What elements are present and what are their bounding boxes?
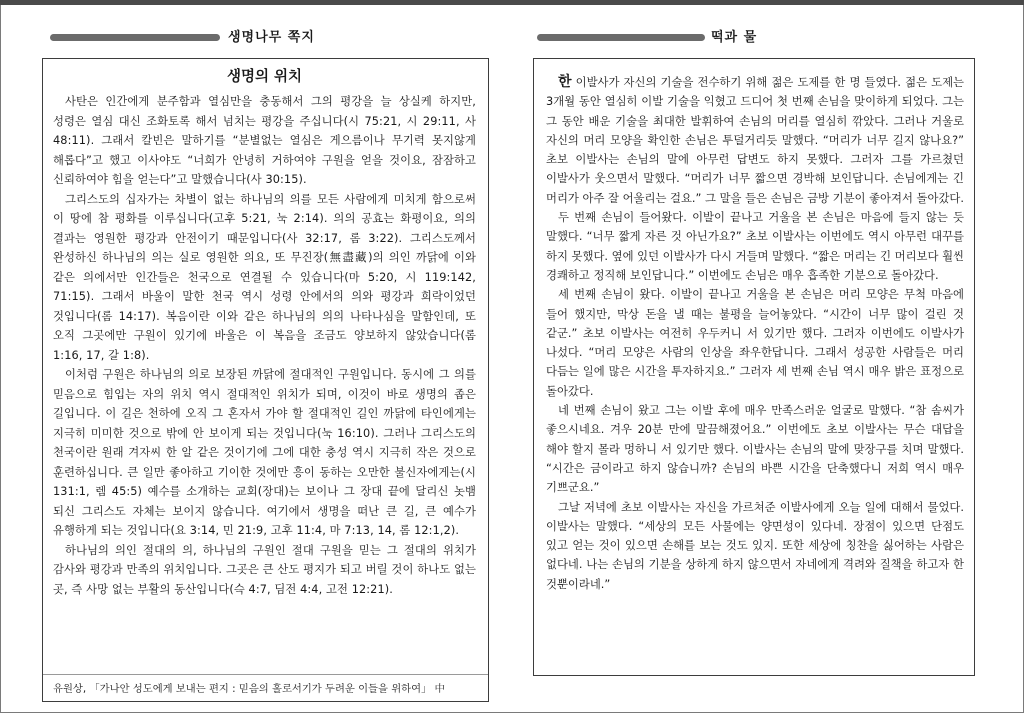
paragraph: 네 번째 손님이 왔고 그는 이발 후에 매우 만족스러운 얼굴로 말했다. “참 솜씨가 좋으시네요. 겨우 20분 만에 말끔해졌어요.” 이번에도 초보 이발사는 무슨 대답을 해야 할지 몰라 멍하니 서 있기만 했다. 이발사는 손님의 말에 맞장구를 치며 말했다. “시간은 금이라고 하지 않습니까? 손님의 바쁜 시간을 단축했다니 저희 역시 매우 기쁘군요.”	[546, 403, 964, 495]
section-label: 떡과 물	[711, 30, 758, 45]
paragraph: 세 번째 손님이 왔다. 이발이 끝나고 거울을 본 손님은 머리 모양은 무척 마음에 들어 했지만, 막상 돈을 낼 때는 불평을 늘어놓았다. “시간이 너무 많이 걸린 것 같군.” 초보 이발사는 여전히 우두커니 서 있기만 했다. 그러자 이번에도 이발사가 나섰다. “머리 모양은 사람의 인상을 좌우한답니다. 그래서 성공한 사람들은 머리 다듬는 일에 많은 시간을 투자하지요.” 그러자 세 번째 손님 역시 매우 밝은 표정으로 돌아갔다.	[546, 287, 964, 398]
left-header	[42, 26, 489, 52]
section-label: 생명나무 쪽지	[228, 30, 315, 45]
paragraph: 사탄은 인간에게 분주함과 열심만을 충동해서 그의 평강을 늘 상실케 하지만, 성령은 열심 대신 조화토록 해서 넘치는 평강을 주십니다(시 75:21, 시 29:11, 사 48:11). 그래서 칼빈은 말하기를 “분별없는 열심은 게으름이나 무기력 못지않게 해롭다”고 했고 이사야도 “너희가 안녕히 거하여야 구원을 얻을 것이요, 잠잠하고 신뢰하여야 힘을 얻는다”고 말했습니다(사 30:15).	[53, 95, 476, 186]
paragraph: 하나님의 의인 절대의 의, 하나님의 구원인 절대 구원을 믿는 그 절대의 위치가 감사와 평강과 만족의 위치입니다. 그곳은 큰 산도 평지가 되고 버릴 것이 하나도 없는 곳, 즉 사망 없는 부활의 동산입니다(슥 4:7, 딤전 4:4, 고전 12:21).	[53, 543, 476, 596]
paragraph: 그날 저녁에 초보 이발사는 자신을 가르쳐준 이발사에게 오늘 일에 대해서 물었다. 이발사는 말했다. “세상의 모든 사물에는 양면성이 있다네. 장점이 있으면 단점도 있고 얻는 것이 있으면 손해를 보는 것도 있지. 또한 세상에 칭찬을 싫어하는 사람은 없다네. 나는 손님의 기분을 상하게 하지 않으면서 자네에게 격려와 질책을 하고자 한 것뿐이라네.”	[546, 499, 964, 591]
top-rule	[0, 0, 1024, 5]
paragraph: 이처럼 구원은 하나님의 의로 보장된 까닭에 절대적인 구원입니다. 동시에 그 의를 믿음으로 힘입는 자의 위치 역시 절대적인 위치가 되며, 이것이 바로 생명의 좁은 길입니다. 이 길은 천하에 오직 그 혼자서 가야 할 절대적인 길인 까닭에 타인에게는 지극히 미미한 것으로 밖에 안 보이게 되는 것입니다(눅 16:10). 그러나 그리스도의 천국이란 원래 겨자씨 한 알 같은 것이기에 그에 대한 충성 역시 지극히 작은 것으로 훈련하십니다. 큰 일만 좋아하고 기이한 것에만 흥이 동하는 오만한 불신자에게는(시 131:1, 렘 45:5) 예수를 소개하는 교회(장대)는 보이나 그 장대 끝에 달리신 놋뱀 되신 그리스도 자체는 보이지 않습니다. 여기에서 생명을 떠난 큰 길, 큰 예수가 유행하게 되는 것입니다(요 3:14, 민 21:9, 고후 11:4, 마 7:13, 14, 롬 12:1,2).	[53, 368, 476, 537]
header-bar	[50, 34, 220, 41]
story-box	[533, 58, 975, 676]
right-header	[533, 26, 975, 52]
paragraph-text: 이발사가 자신의 기술을 전수하기 위해 젊은 도제를 한 명 들였다. 젊은 도제는 3개월 동안 열심히 이발 기술을 익혔고 드디어 첫 번째 손님을 맞이하게 되었다. 그는 그 동안 배운 기술을 최대한 발휘하여 손님의 머리를 열심히 깎았다. 그러나 거울로 자신의 머리 모양을 확인한 손님은 투덜거리듯 말했다. “머리가 너무 길지 않나요?” 초보 이발사는 손님의 말에 아무런 답변도 하지 못했다. 그러자 그를 가르쳤던 이발사가 웃으면서 말했다. “머리가 너무 짧으면 경박해 보인답니다. 손님에게는 긴 머리가 아주 잘 어울리는 걸요.” 그 말을 들은 손님은 금방 기분이 좋아져서 돌아갔다.	[546, 75, 964, 205]
footnote-divider	[43, 674, 488, 675]
article-box	[42, 58, 489, 702]
source-footnote: 유원상, 「가나안 성도에게 보내는 편지 : 믿음의 홀로서기가 두려운 이들을 위하여」 中	[53, 683, 445, 695]
article-title: 생명의 위치	[226, 69, 303, 85]
paragraph: 두 번째 손님이 들어왔다. 이발이 끝나고 거울을 본 손님은 마음에 들지 않는 듯 말했다. “너무 짧게 자른 것 아닌가요?” 초보 이발사는 이번에도 역시 아무런 대꾸를 하지 못했다. 옆에 있던 이발사가 다시 거들며 말했다. “짧은 머리는 긴 머리보다 훨씬 경쾌하고 정직해 보인답니다.” 이번에도 손님은 매우 흡족한 기분으로 돌아갔다.	[546, 210, 964, 282]
right-column	[533, 26, 975, 591]
paragraph: 그리스도의 십자가는 차별이 없는 하나님의 의를 모든 사람에게 미치게 함으로써 이 땅에 참 평화를 이루십니다(고후 5:21, 눅 2:14). 의의 공효는 화평이요, 의의 결과는 영원한 평강과 안전이기 때문입니다(사 32:17, 롬 3:22). 그리스도께서 완성하신 하나님의 의는 실로 영원한 의요, 또 무진장(無盡藏)의 의인 까닭에 이와 같은 의에서만 인간들은 천국으로 연결될 수 있습니다(마 5:20, 시 119:142, 71:15). 그래서 바울이 말한 천국 역시 성령 안에서의 의와 평강과 희락이었던 것입니다(롬 14:17). 복음이란 이와 같은 하나님의 의의 나타나심을 말함인데, 또 오직 그곳에만 구원이 있기에 바울은 이 복음을 조금도 양보하지 않았습니다(롬 1:16, 17, 갈 1:8).	[53, 192, 476, 362]
header-bar	[537, 34, 705, 41]
paragraph	[546, 73, 964, 208]
left-column	[42, 26, 489, 695]
drop-cap: 한	[558, 74, 572, 90]
